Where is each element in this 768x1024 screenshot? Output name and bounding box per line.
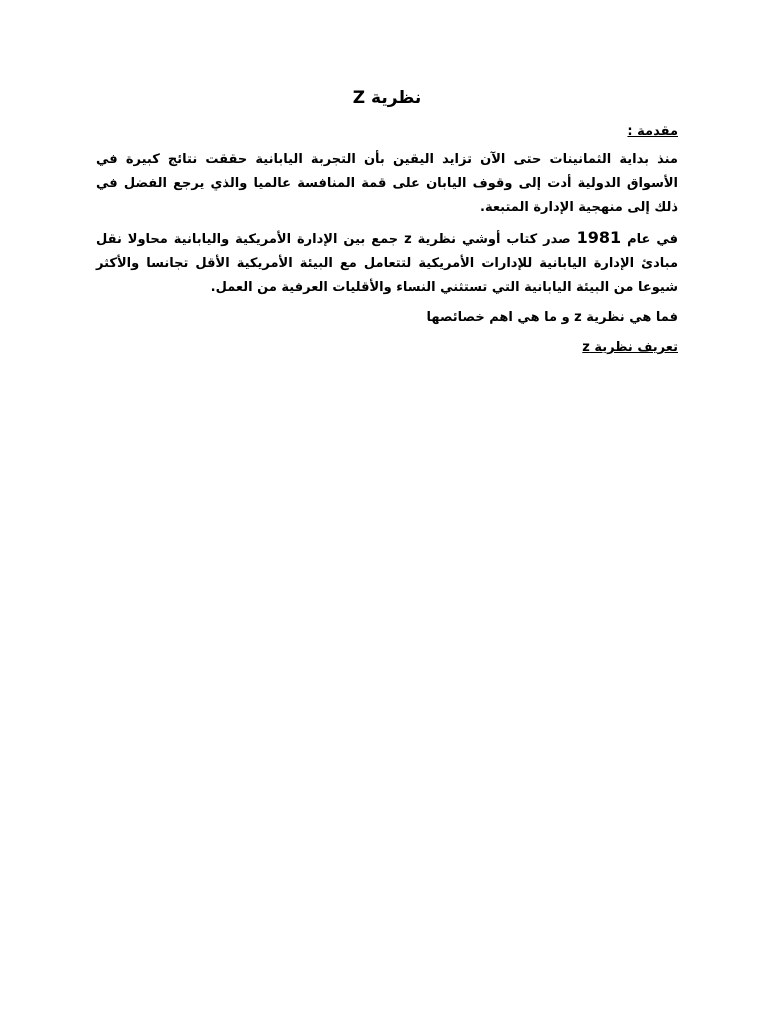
document-content <box>96 84 678 364</box>
history-paragraph <box>96 226 678 300</box>
document-title: نظرية Z <box>352 88 422 108</box>
history-year: 1981 <box>576 228 622 247</box>
question-line: فما هي نظرية z و ما هي اهم خصائصها <box>426 310 678 325</box>
definition-heading: تعريف نظرية z <box>582 340 678 355</box>
history-prefix: في عام <box>627 232 679 247</box>
intro-heading: مقدمة : <box>627 124 678 139</box>
history-text: صدر كتاب أوشي نظرية z جمع بين الإدارة الأمريكية واليابانية محاولا نقل مبادئ الإدارة اليابانية للإدارات الأمريكية لتتعامل مع البيئة الأمريكية الأقل تجانسا والأكثر شيوعا من البيئة اليابانية التي تستثني النساء والأقليات العرفية من العمل. <box>96 232 678 295</box>
intro-paragraph: منذ بداية الثمانينات حتى الآن تزايد اليقين بأن التجربة اليابانية حققت نتائج كبيرة في الأسواق الدولية أدت إلى وقوف اليابان على قمة المنافسة عالميا والذي يرجع الفضل في ذلك إلى منهجية الإدارة المتبعة. <box>96 152 678 215</box>
